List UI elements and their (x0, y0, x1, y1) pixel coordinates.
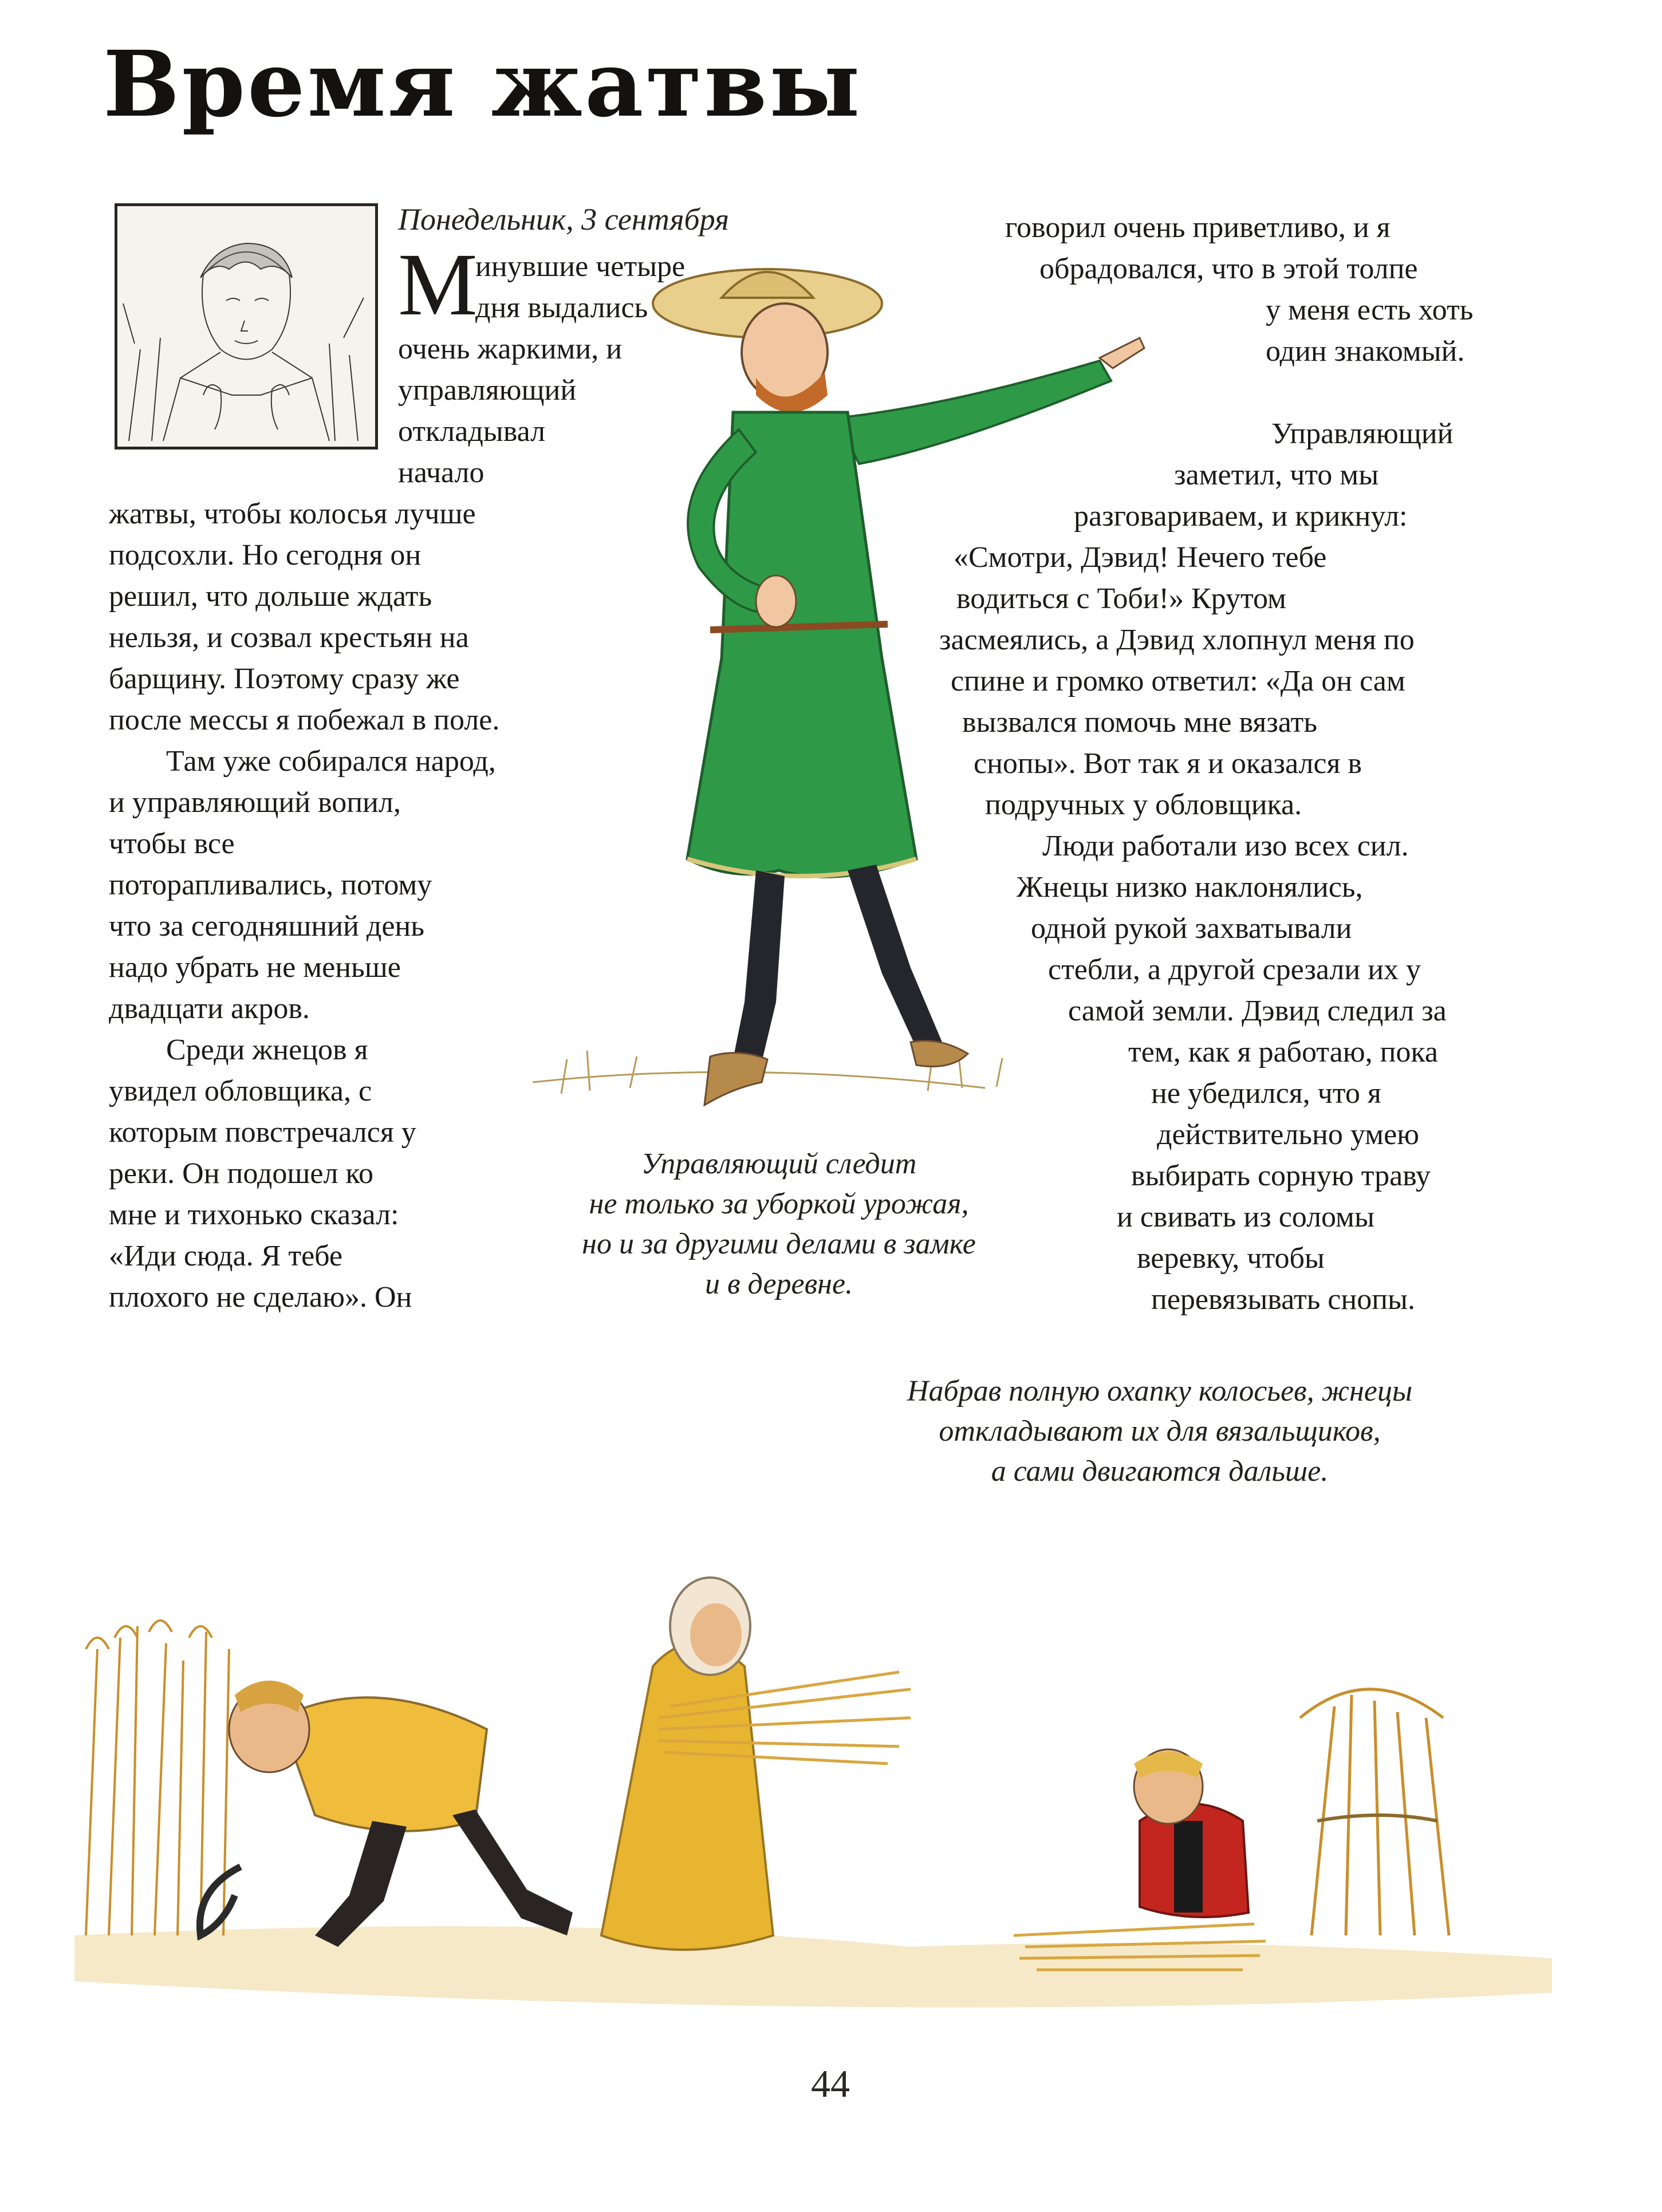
text-line: засмеялись, а Дэвид хлопнул меня по (939, 624, 1415, 656)
text-line: поторапливались, потому (109, 869, 432, 901)
text-line: после мессы я побежал в поле. (109, 704, 500, 736)
text-line: вызвался помочь мне вязать (962, 706, 1317, 739)
caption-line: а сами двигаются дальше. (991, 1455, 1329, 1488)
text-line: что за сегодняшний день (109, 910, 424, 943)
caption-line: и в деревне. (704, 1268, 853, 1300)
text-line: обрадовался, что в этой толпе (1039, 253, 1418, 285)
text-line: дня выдались (475, 291, 648, 324)
right-leg (848, 865, 942, 1048)
text-line: инувшие четыре (475, 250, 686, 283)
text-line: одной рукой захватывали (1031, 912, 1352, 945)
text-line: увидел обловщика, с (109, 1075, 372, 1107)
text-line: начало (398, 456, 485, 489)
reaper-leg-back (452, 1809, 573, 1935)
text-line: и свивать из соломы (1117, 1201, 1375, 1233)
text-line: решил, что дольше ждать (109, 580, 432, 613)
text-line: плохого не сделаю». Он (109, 1281, 412, 1314)
caption-line: но и за другими делами в замке (582, 1228, 976, 1260)
stubble-ground (74, 1926, 1552, 2008)
text-line: тем, как я работаю, пока (1128, 1036, 1438, 1068)
text-line: которым повстречался у (109, 1116, 416, 1149)
text-line: снопы». Вот так я и оказался в (974, 747, 1362, 780)
text-line: самой земли. Дэвид следил за (1068, 995, 1447, 1027)
harvest-scene (52, 1420, 1563, 2038)
diary-date: Понедельник, 3 сентября (398, 202, 729, 236)
text-line: «Иди сюда. Я тебе (109, 1240, 343, 1272)
text-line: управляющий (398, 374, 577, 407)
caption-line: откладывают их для вязальщиков, (939, 1415, 1381, 1448)
text-line: один знакомый. (1266, 335, 1465, 368)
text-line: стебли, а другой срезали их у (1048, 953, 1421, 986)
text-line: действительно умею (1157, 1118, 1419, 1151)
steward-figure (515, 258, 1226, 1197)
text-line: не убедился, что я (1151, 1077, 1381, 1110)
standing-sheaves (1300, 1689, 1449, 1935)
text-line: двадцати акров. (109, 992, 310, 1025)
text-line: очень жаркими, и (398, 333, 623, 365)
text-line: выбирать сорную траву (1131, 1160, 1431, 1192)
text-line: Там уже собирался народ, (166, 745, 496, 778)
text-line: разговариваем, и крикнул: (1074, 500, 1408, 533)
text-line: барщину. Поэтому сразу же (109, 663, 460, 695)
text-line: и управляющий вопил, (109, 786, 401, 819)
pointing-hand (1100, 338, 1144, 368)
drop-cap: М (398, 235, 478, 334)
text-line: нельзя, и созвал крестьян на (109, 621, 469, 654)
text-line: «Смотри, Дэвид! Нечего тебе (954, 541, 1327, 574)
pointing-arm (836, 361, 1111, 464)
text-line: водиться с Тоби!» Крутом (956, 582, 1286, 615)
text-line: Люди работали изо всех сил. (1042, 830, 1409, 862)
steward-caption (515, 1144, 1042, 1304)
boy-portrait-inset (115, 203, 378, 450)
text-line: Управляющий (1271, 417, 1454, 450)
text-line: Жнецы низко наклонялись, (1017, 871, 1363, 904)
text-line: подсохли. Но сегодня он (109, 539, 422, 571)
text-line: заметил, что мы (1174, 459, 1379, 491)
text-line: чтобы все (109, 827, 235, 860)
steward-illustration (515, 258, 1226, 1197)
sickle (200, 1867, 241, 1935)
text-line: говорил очень приветливо, и я (1005, 211, 1391, 244)
left-leg (733, 870, 785, 1062)
standing-wheat (86, 1620, 229, 1935)
caption-line: Набрав полную охапку колосьев, жнецы (907, 1375, 1413, 1407)
woman-dress (601, 1643, 773, 1950)
harvest-illustration (52, 1420, 1563, 2038)
reaper-tunic (281, 1697, 487, 1831)
left-shoe (704, 1053, 767, 1105)
text-line: надо убрать не меньше (109, 951, 401, 984)
text-line: мне и тихонько сказал: (109, 1198, 399, 1231)
text-line: перевязывать снопы. (1151, 1283, 1415, 1316)
boy-portrait-drawing (117, 206, 375, 447)
text-line: Среди жнецов я (166, 1034, 368, 1066)
caption-line: Управляющий следит (641, 1148, 917, 1180)
text-line: веревку, чтобы (1137, 1242, 1325, 1275)
text-line: подручных у обловщика. (985, 788, 1302, 821)
page-title: Время жатвы (103, 31, 862, 137)
text-line: жатвы, чтобы колосья лучше (109, 498, 476, 530)
caption-line: не только за уборкой урожая, (589, 1188, 969, 1220)
text-line: реки. Он подошел ко (109, 1157, 374, 1190)
text-line: у меня есть хоть (1266, 294, 1474, 326)
text-line: спине и громко ответил: «Да он сам (951, 665, 1405, 697)
page-number: 44 (811, 2062, 850, 2105)
text-line: откладывал (398, 415, 546, 448)
